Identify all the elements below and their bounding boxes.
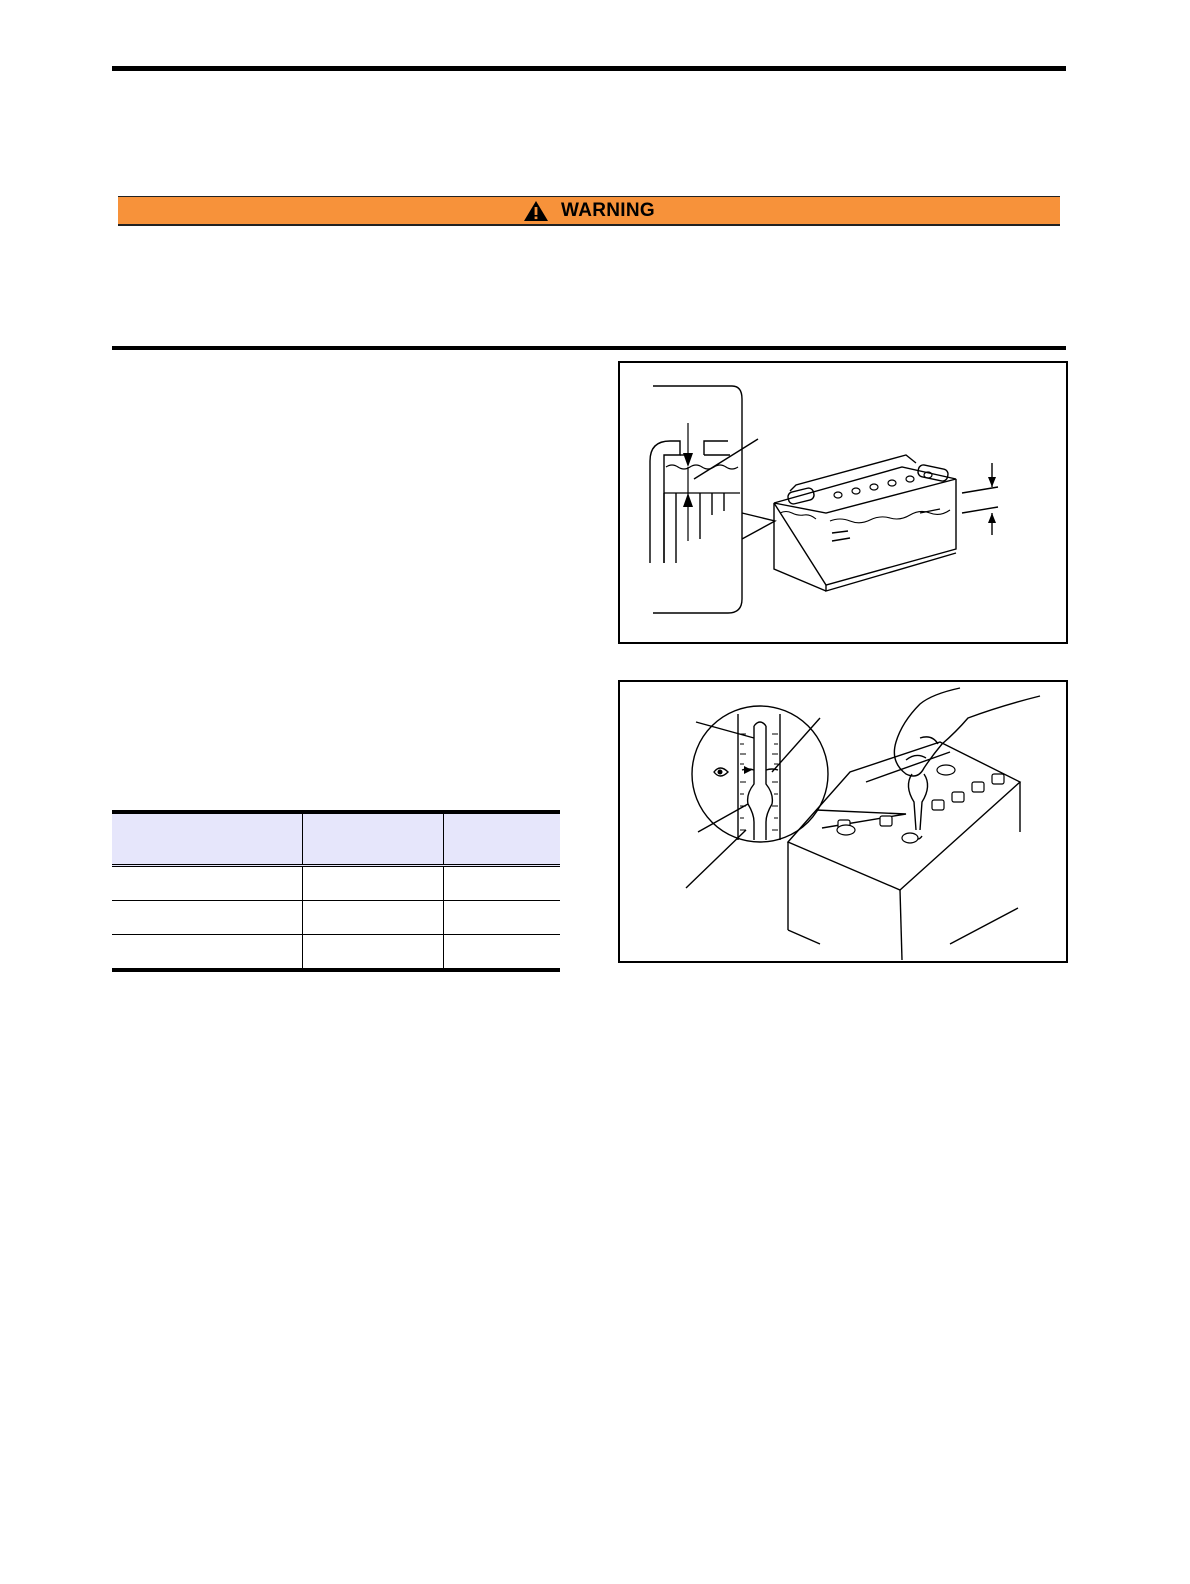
table-cell <box>302 866 443 901</box>
table-cell <box>443 901 560 935</box>
warning-banner <box>118 196 1060 226</box>
table-cell <box>112 935 302 971</box>
table-row <box>112 901 560 935</box>
table-header-cell <box>443 812 560 866</box>
electrolyte-level-illustration <box>618 361 1068 644</box>
spec-table <box>112 810 560 972</box>
top-rule <box>112 66 1066 71</box>
hydrometer-illustration <box>618 680 1068 963</box>
table-row <box>112 935 560 971</box>
table-row <box>112 866 560 901</box>
table-cell <box>302 901 443 935</box>
warning-triangle-icon <box>523 200 549 222</box>
table-cell <box>302 935 443 971</box>
table-cell <box>443 935 560 971</box>
table-cell <box>443 866 560 901</box>
section-rule <box>112 346 1066 350</box>
warning-title: WARNING <box>561 199 655 221</box>
table-cell <box>112 901 302 935</box>
table-header-row <box>112 812 560 866</box>
table-header-cell <box>302 812 443 866</box>
table-header-cell <box>112 812 302 866</box>
table-cell <box>112 866 302 901</box>
